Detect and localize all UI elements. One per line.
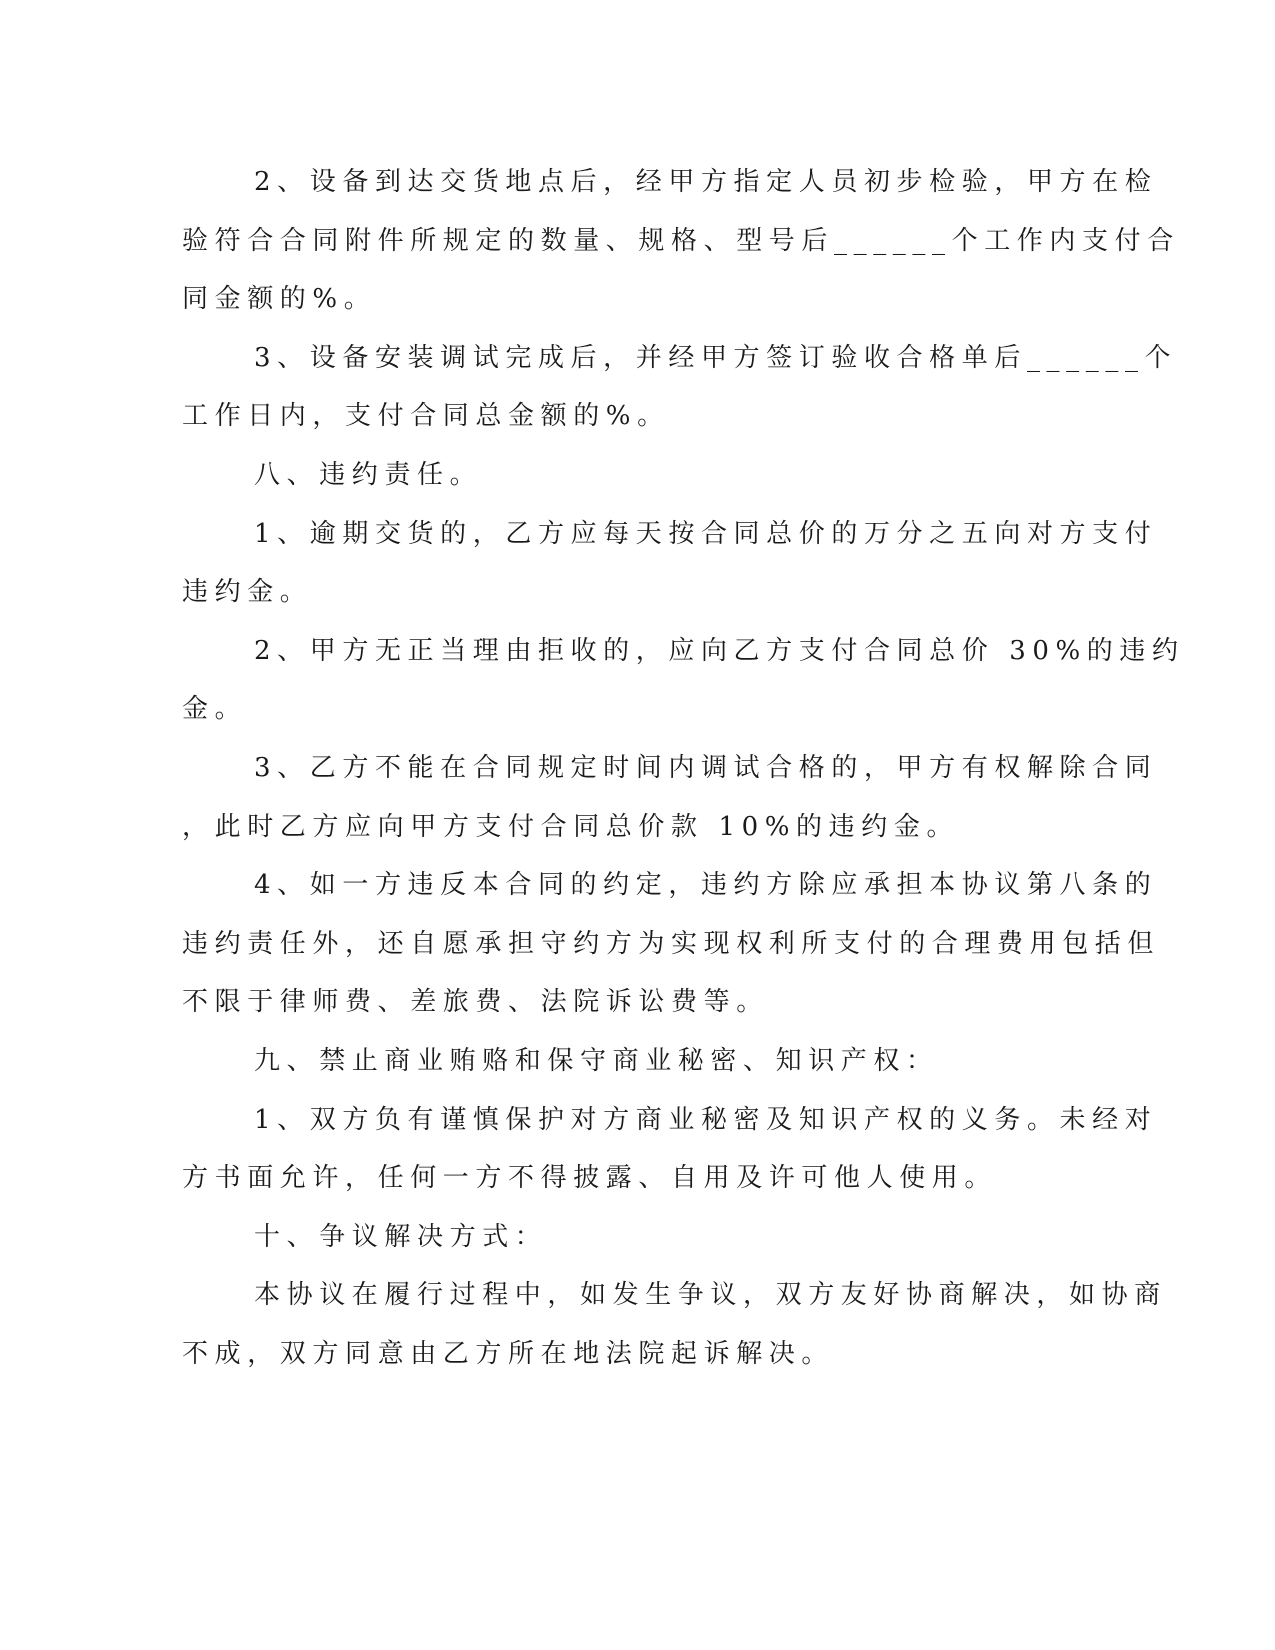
paragraph-line: 工作日内，支付合同总金额的%。 [182, 401, 670, 431]
paragraph-line: 2、设备到达交货地点后，经甲方指定人员初步检验，甲方在检 [254, 167, 1158, 197]
paragraph-line: 不限于律师费、差旅费、法院诉讼费等。 [182, 987, 769, 1017]
paragraph-line: 验符合合同附件所规定的数量、规格、型号后______个工作内支付合 [182, 226, 1180, 256]
paragraph-line: 违约金。 [182, 577, 313, 607]
paragraph-line: 4、如一方违反本合同的约定，违约方除应承担本协议第八条的 [254, 870, 1158, 900]
section-heading: 九、禁止商业贿赂和保守商业秘密、知识产权： [254, 1046, 939, 1076]
paragraph-line: 不成，双方同意由乙方所在地法院起诉解决。 [182, 1339, 835, 1369]
section-heading: 八、违约责任。 [254, 460, 483, 490]
paragraph-line: 1、逾期交货的，乙方应每天按合同总价的万分之五向对方支付 [254, 519, 1158, 549]
paragraph-line: 同金额的%。 [182, 284, 377, 314]
paragraph-line: 方书面允许，任何一方不得披露、自用及许可他人使用。 [182, 1163, 998, 1193]
paragraph-line: 金。 [182, 694, 248, 724]
paragraph-line: 3、乙方不能在合同规定时间内调试合格的，甲方有权解除合同 [254, 753, 1158, 783]
paragraph-line: 3、设备安装调试完成后，并经甲方签订验收合格单后______个 [254, 343, 1178, 373]
paragraph-line: 2、甲方无正当理由拒收的，应向乙方支付合同总价 30%的违约 [254, 636, 1185, 666]
section-heading: 十、争议解决方式： [254, 1222, 548, 1252]
paragraph-line: ，此时乙方应向甲方支付合同总价款 10%的违约金。 [182, 812, 960, 842]
paragraph-line: 本协议在履行过程中，如发生争议，双方友好协商解决，如协商 [254, 1280, 1167, 1310]
paragraph-line: 违约责任外，还自愿承担守约方为实现权利所支付的合理费用包括但 [182, 929, 1161, 959]
paragraph-line: 1、双方负有谨慎保护对方商业秘密及知识产权的义务。未经对 [254, 1105, 1158, 1135]
